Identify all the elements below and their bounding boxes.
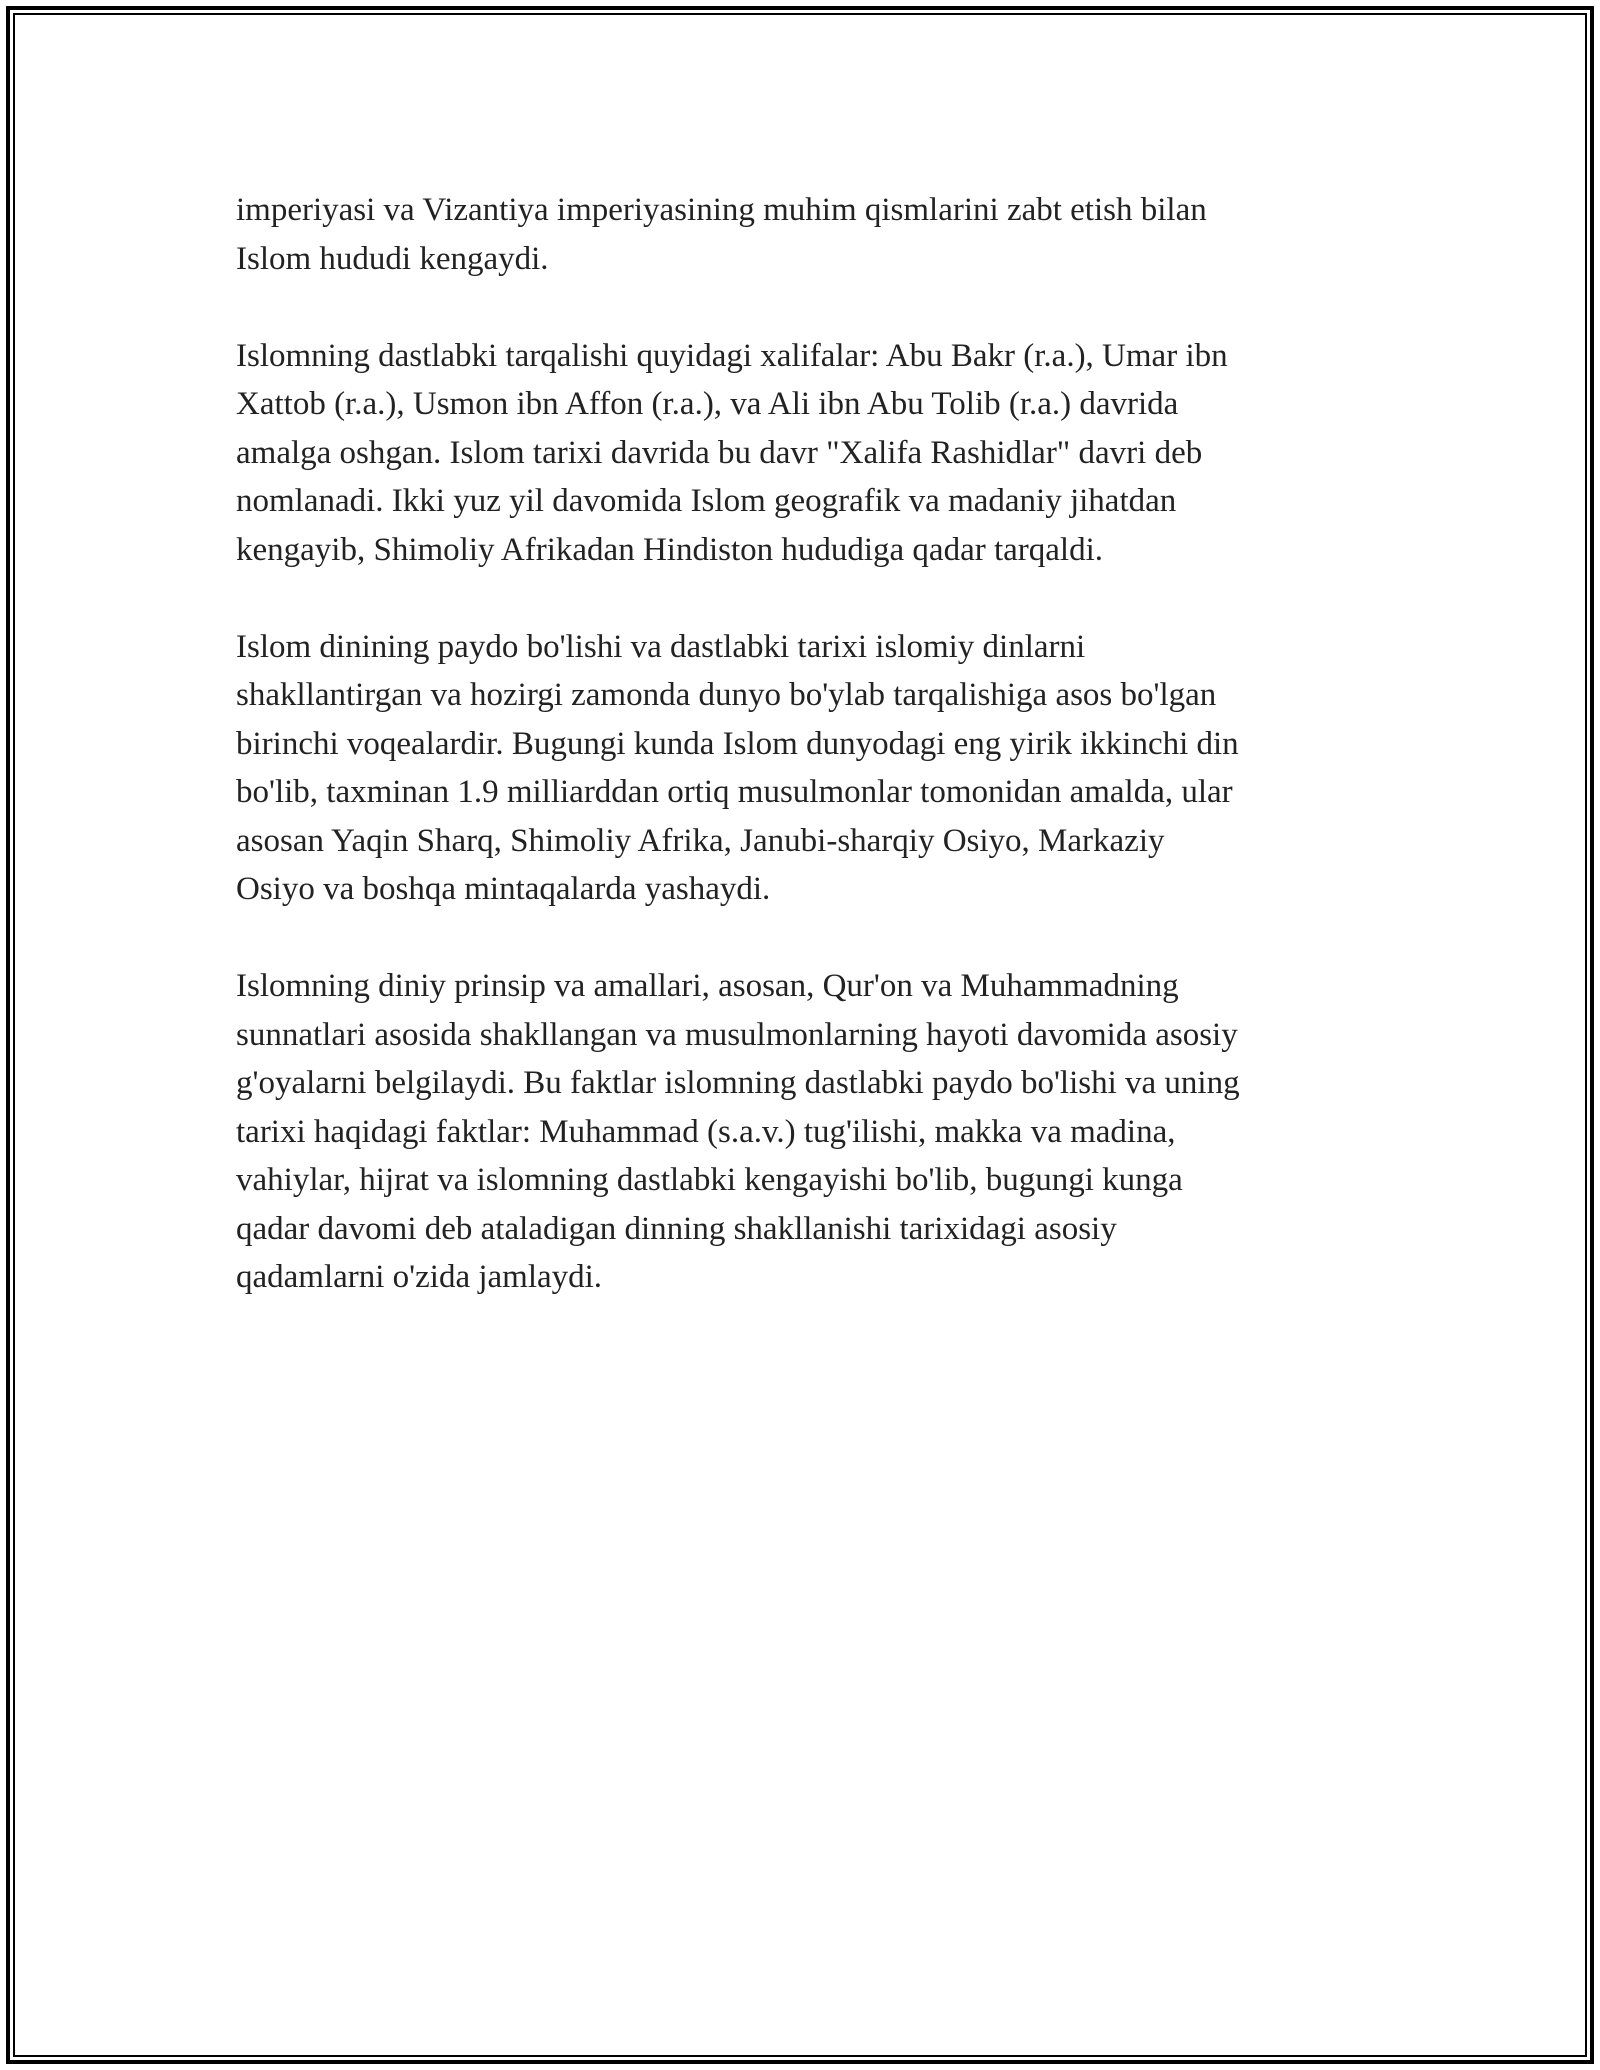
text-line: vahiylar, hijrat va islomning dastlabki kengayishi bo'lib, bugungi kunga: [236, 1162, 1183, 1198]
text-line: g'oyalarni belgilaydi. Bu faktlar islomning dastlabki paydo bo'lishi va uning: [236, 1065, 1240, 1101]
text-line: Islom dinining paydo bo'lishi va dastlabki tarixi islomiy dinlarni: [236, 628, 1086, 665]
text-line: tarixi haqidagi faktlar: Muhammad (s.a.v.) tug'ilishi, makka va madina,: [236, 1113, 1176, 1150]
text-line: Islomning diniy prinsip va amallari, asosan, Qur'on va Muhammadning: [236, 968, 1179, 1004]
paragraph-2: [236, 332, 1376, 575]
text-line: birinchi voqealardir. Bugungi kunda Islom dunyodagi eng yirik ikkinchi din: [236, 725, 1239, 762]
text-line: amalga oshgan. Islom tarixi davrida bu davr "Xalifa Rashidlar" davri deb: [236, 434, 1203, 471]
text-line: shakllantirgan va hozirgi zamonda dunyo bo'ylab tarqalishiga asos bo'lgan: [236, 677, 1217, 713]
text-line: nomlanadi. Ikki yuz yil davomida Islom geografik va madaniy jihatdan: [236, 483, 1177, 519]
text-line: imperiyasi va Vizantiya imperiyasining muhim qismlarini zabt etish bilan: [236, 192, 1207, 228]
text-line: Xattob (r.a.), Usmon ibn Affon (r.a.), va Ali ibn Abu Tolib (r.a.) davrida: [236, 386, 1179, 422]
text-line: qadamlarni o'zida jamlaydi.: [236, 1259, 603, 1295]
text-line: asosan Yaqin Sharq, Shimoliy Afrika, Janubi-sharqiy Osiyo, Markaziy: [236, 822, 1165, 859]
text-line: qadar davomi deb ataladigan dinning shakllanishi tarixidagi asosiy: [236, 1210, 1117, 1247]
text-line: kengayib, Shimoliy Afrikadan Hindiston hududiga qadar tarqaldi.: [236, 531, 1104, 568]
paragraph-4: [236, 962, 1376, 1302]
document-body: [236, 186, 1376, 1350]
text-line: Osiyo va boshqa mintaqalarda yashaydi.: [236, 871, 771, 907]
text-line: Islomning dastlabki tarqalishi quyidagi xalifalar: Abu Bakr (r.a.), Umar ibn: [236, 337, 1228, 374]
text-line: Islom hududi kengaydi.: [236, 240, 549, 277]
paragraph-3: [236, 623, 1376, 914]
text-line: bo'lib, taxminan 1.9 milliarddan ortiq musulmonlar tomonidan amalda, ular: [236, 774, 1233, 810]
text-line: sunnatlari asosida shakllangan va musulmonlarning hayoti davomida asosiy: [236, 1016, 1238, 1053]
paragraph-1: [236, 186, 1376, 283]
